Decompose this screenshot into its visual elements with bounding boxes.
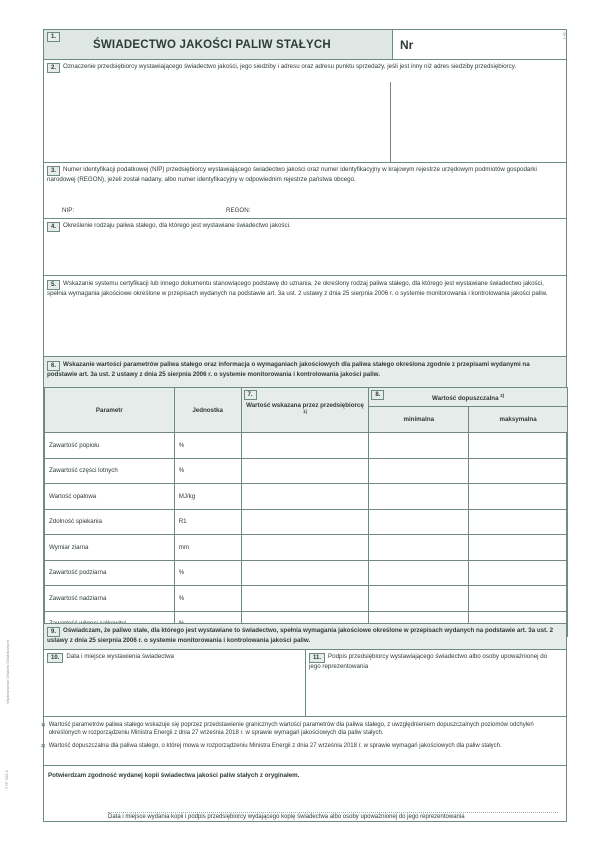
section-number: 8. [371, 390, 384, 400]
param-name: Zawartość nadziarna [45, 586, 175, 612]
table-row [45, 586, 568, 612]
footnote-ref: 1) [302, 408, 307, 414]
max-value-cell[interactable] [469, 586, 568, 612]
max-value-cell[interactable] [469, 509, 568, 535]
col-header-param: Parametr [45, 388, 175, 433]
min-value-cell[interactable] [369, 433, 469, 459]
section-number: 7. [244, 390, 257, 400]
section-11-label: Podpis przedsiębiorcy wystawiającego świadectwo albo osoby upoważnionej do jego reprezentowania [309, 653, 548, 670]
footnote-2 [41, 742, 568, 753]
section-number: 1. [47, 32, 60, 42]
max-value-cell[interactable] [469, 458, 568, 484]
param-unit: mm [174, 535, 241, 561]
section-2 [44, 60, 566, 163]
param-unit: % [174, 586, 241, 612]
signature-field[interactable] [306, 650, 566, 716]
param-unit: R1 [174, 509, 241, 535]
certificate-form [43, 29, 567, 822]
form-code-top: 1-ub [561, 31, 567, 40]
declared-value-cell[interactable] [241, 484, 369, 510]
footnote-2-text: Wartość dopuszczalna dla paliwa stałego, o której mowa w rozporządzeniu Ministra Energii z dnia 27 września 2018 r. w sprawie wymagań jakościowych dla paliw stałych. [48, 743, 502, 749]
declared-value-cell[interactable] [241, 535, 369, 561]
margin-form-code: TYP 209-1 [4, 770, 9, 790]
min-value-cell[interactable] [369, 560, 469, 586]
section-3-label: Numer identyfikacji podatkowej (NIP) przedsiębiorcy wystawiającego świadectwo jakości oraz numer identyfikacyjny w krajowym rejestrze urzędowym podmiotów gospodarki narodowej (REGON), jeżeli został nadany, albo numer identyfikacyjny w odpowiednim rejestrze państwa obcego. [47, 166, 537, 183]
col8-label: Wartość dopuszczalna [432, 394, 499, 402]
copy-signature-caption: Data i miejsce wydania kopii i podpis przedsiębiorcy wydającego kopię świadectwa albo osoby upoważnionej do jego reprezentowania [108, 814, 465, 820]
param-name: Zawartość części lotnych [45, 458, 175, 484]
min-value-cell[interactable] [369, 484, 469, 510]
table-row [45, 484, 568, 510]
section-9-label: Oświadczam, że paliwo stałe, dla którego jest wystawiane to świadectwo, spełnia wymagania jakościowe określone w przepisach wydanych na podstawie art. 3a ust. 2 ustawy z dnia 25 sierpnia 2006 r. o systemie monitorowania i kontrolowania jakości paliw. [47, 627, 554, 644]
section-number: 11. [309, 653, 325, 663]
section-9 [44, 623, 566, 650]
table-row [45, 535, 568, 561]
col-header-allowed [369, 388, 568, 407]
table-row [45, 560, 568, 586]
section-2-divider [390, 82, 391, 162]
section-2-label: Oznaczenie przedsiębiorcy wystawiającego świadectwo jakości, jego siedziby i adresu oraz adresu punktu sprzedaży, jeśli jest inny niż adres siedziby przedsiębiorcy. [63, 63, 517, 70]
footnote-ref: 2) [500, 392, 505, 398]
section-4-label: Określenie rodzaju paliwa stałego, dla którego jest wystawiane świadectwo jakości. [63, 222, 291, 229]
table-row [45, 509, 568, 535]
min-value-cell[interactable] [369, 458, 469, 484]
table-header-row [45, 388, 568, 407]
parameters-table [44, 387, 568, 637]
max-value-cell[interactable] [469, 535, 568, 561]
param-unit: MJ/kg [174, 484, 241, 510]
col-header-unit: Jednostka [174, 388, 241, 433]
param-unit: % [174, 458, 241, 484]
footnote-1-text: Wartość parametrów paliwa stałego wskazuje się poprzez przedstawienie granicznych wartości parametrów dla paliwa stałego, z uwzględnieniem dopuszczalnych poziomów odchyleń określonych w rozporządzeniu Ministra Energii z dnia 27 września 2018 r. w sprawie wymagań jakościowych dla paliw stałych. [48, 722, 534, 736]
param-name: Zawartość popiołu [45, 433, 175, 459]
copy-statement: Potwierdzam zgodność wydanej kopii świadectwa jakości paliw stałych z oryginałem. [48, 772, 300, 779]
date-place-field[interactable] [44, 650, 306, 716]
section-10-label: Data i miejsce wystawienia świadectwa [66, 653, 174, 660]
table-row [45, 458, 568, 484]
min-value-cell[interactable] [369, 586, 469, 612]
section-number: 4. [47, 222, 60, 232]
section-5-label: Wskazanie systemu certyfikacji lub innego dokumentu stanowiącego podstawę do uznania, że określony rodzaj paliwa stałego, dla którego jest wystawiane świadectwo jakości, spełnia wymagania jakościowe określone w przepisach wydanych na podstawie art. 3a ust. 2 ustawy z dnia 25 sierpnia 2006 r. o systemie monitorowania i kontrolowania jakości paliw. [47, 280, 548, 297]
section-number: 10. [47, 653, 63, 663]
section-3 [44, 163, 566, 219]
footnote-mark: 1) [41, 722, 46, 727]
section-number: 6. [47, 361, 60, 371]
max-value-cell[interactable] [469, 433, 568, 459]
header-row [44, 30, 566, 60]
declared-value-cell[interactable] [241, 586, 369, 612]
section-number: 5. [47, 280, 60, 290]
title-box [44, 30, 393, 59]
footnote-1 [41, 721, 568, 737]
param-unit: % [174, 433, 241, 459]
section-number: 3. [47, 166, 60, 176]
section-5 [44, 276, 566, 357]
col-header-declared [241, 388, 369, 433]
signature-line [108, 812, 558, 813]
declared-value-cell[interactable] [241, 458, 369, 484]
copy-confirmation-box[interactable] [44, 765, 566, 823]
section-number: 9. [47, 627, 60, 637]
section-number: 2. [47, 63, 60, 73]
param-name: Wartość opałowa [45, 484, 175, 510]
margin-publisher: Wydawnictwo Druków Oświatowych [5, 640, 10, 704]
number-label: Nr [400, 38, 414, 52]
footnote-mark: 2) [41, 743, 46, 748]
col-header-max: maksymalna [469, 407, 568, 433]
min-value-cell[interactable] [369, 509, 469, 535]
min-value-cell[interactable] [369, 535, 469, 561]
declared-value-cell[interactable] [241, 560, 369, 586]
declared-value-cell[interactable] [241, 509, 369, 535]
max-value-cell[interactable] [469, 484, 568, 510]
sections-10-11 [44, 650, 566, 717]
param-name: Wymiar ziarna [45, 535, 175, 561]
regon-label: REGON: [226, 207, 251, 214]
table-row [45, 433, 568, 459]
form-title: ŚWIADECTWO JAKOŚCI PALIW STAŁYCH [93, 39, 331, 51]
col7-label: Wartość wskazana przez przedsiębiorcę [246, 401, 364, 409]
declared-value-cell[interactable] [241, 433, 369, 459]
col-header-min: minimalna [369, 407, 469, 433]
param-unit: % [174, 560, 241, 586]
section-6 [44, 357, 566, 387]
param-name: Zawartość podziarna [45, 560, 175, 586]
param-name: Zdolność spiekania [45, 509, 175, 535]
nip-label: NIP: [62, 207, 75, 214]
section-4 [44, 219, 566, 276]
max-value-cell[interactable] [469, 560, 568, 586]
section-6-label: Wskazanie wartości parametrów paliwa stałego oraz informacja o wymaganiach jakościowych dla paliwa stałego określona zgodnie z przepisami wydanymi na podstawie art. 3a ust. 2 ustawy z dnia 25 sierpnia 2006 r. o systemie monitorowania i kontrolowania jakości paliw. [47, 361, 530, 378]
